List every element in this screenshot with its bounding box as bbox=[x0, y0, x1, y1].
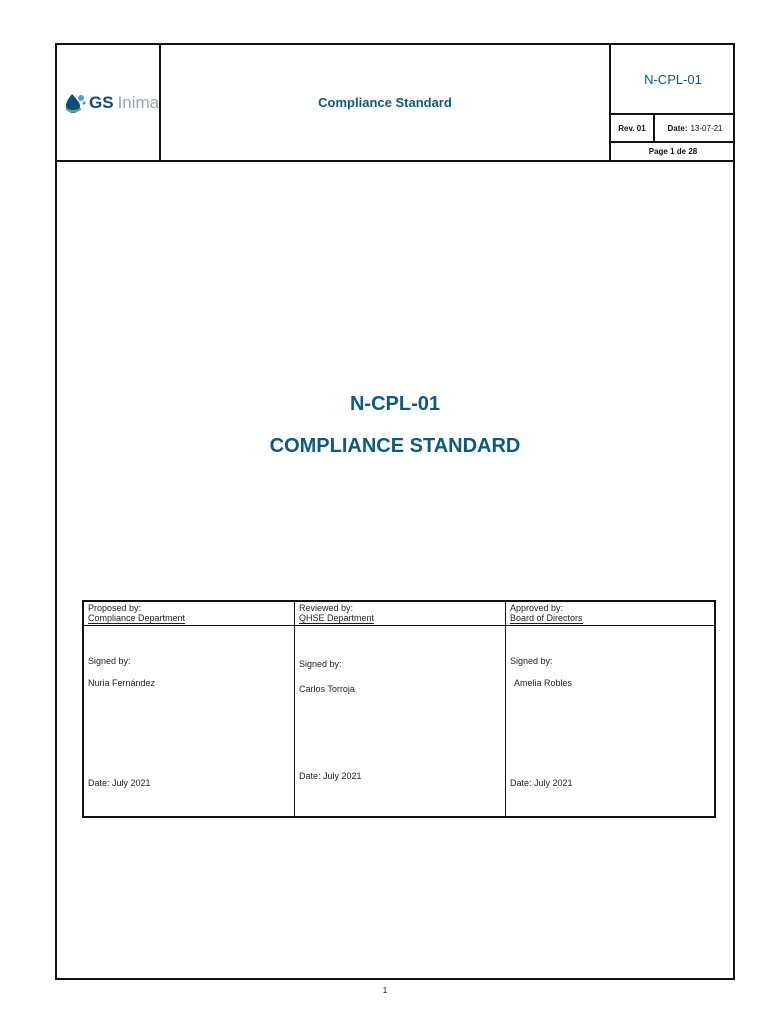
header-code-cell bbox=[609, 45, 735, 160]
date-value: 13-07-21 bbox=[690, 123, 723, 133]
revision-number: Rev. 01 bbox=[611, 115, 655, 141]
signature-date: Date: July 2021 bbox=[299, 771, 362, 781]
role-label: Proposed by: bbox=[88, 603, 142, 613]
signer-name: Nuria Fernández bbox=[88, 678, 156, 688]
signature-date: Date: July 2021 bbox=[88, 778, 151, 788]
department-label: Board of Directors bbox=[510, 613, 583, 623]
signature-header bbox=[506, 602, 714, 626]
signed-by-label: Signed by: bbox=[510, 656, 553, 666]
signature-date: Date: July 2021 bbox=[510, 778, 573, 788]
logo-gs-text: GS bbox=[89, 93, 114, 112]
document-code: N-CPL-01 bbox=[644, 71, 702, 87]
role-label: Approved by: bbox=[510, 603, 564, 613]
signature-table bbox=[82, 600, 716, 818]
signature-column-reviewed bbox=[295, 602, 506, 816]
signer-name: Carlos Torroja bbox=[299, 684, 355, 694]
revision-row bbox=[611, 115, 735, 143]
header-title: Compliance Standard bbox=[318, 95, 452, 110]
department-label: QHSE Department bbox=[299, 613, 375, 623]
main-document-code: N-CPL-01 bbox=[349, 393, 440, 415]
signature-column-approved bbox=[506, 602, 714, 816]
document-page bbox=[55, 43, 735, 980]
date-label: Date: bbox=[667, 123, 688, 133]
droplet-globe-icon bbox=[63, 91, 87, 115]
logo-inima-text: Inima bbox=[117, 93, 160, 112]
signed-by-label: Signed by: bbox=[299, 659, 342, 669]
company-logo bbox=[63, 91, 159, 115]
code-top-cell bbox=[611, 45, 735, 115]
page-number: 1 bbox=[382, 986, 388, 995]
signer-name: Amelia Robles bbox=[514, 678, 573, 688]
logo-cell bbox=[57, 45, 161, 160]
signature-column-proposed bbox=[84, 602, 295, 816]
page-count: Page 1 de 28 bbox=[648, 147, 698, 156]
document-header bbox=[57, 45, 733, 162]
role-label: Reviewed by: bbox=[299, 603, 354, 613]
revision-date bbox=[655, 115, 735, 141]
main-document-title: COMPLIANCE STANDARD bbox=[269, 435, 521, 457]
header-title-cell bbox=[161, 45, 609, 160]
signature-header bbox=[295, 602, 505, 626]
department-label: Compliance Department bbox=[88, 613, 186, 623]
signature-header bbox=[84, 602, 294, 626]
signed-by-label: Signed by: bbox=[88, 656, 131, 666]
